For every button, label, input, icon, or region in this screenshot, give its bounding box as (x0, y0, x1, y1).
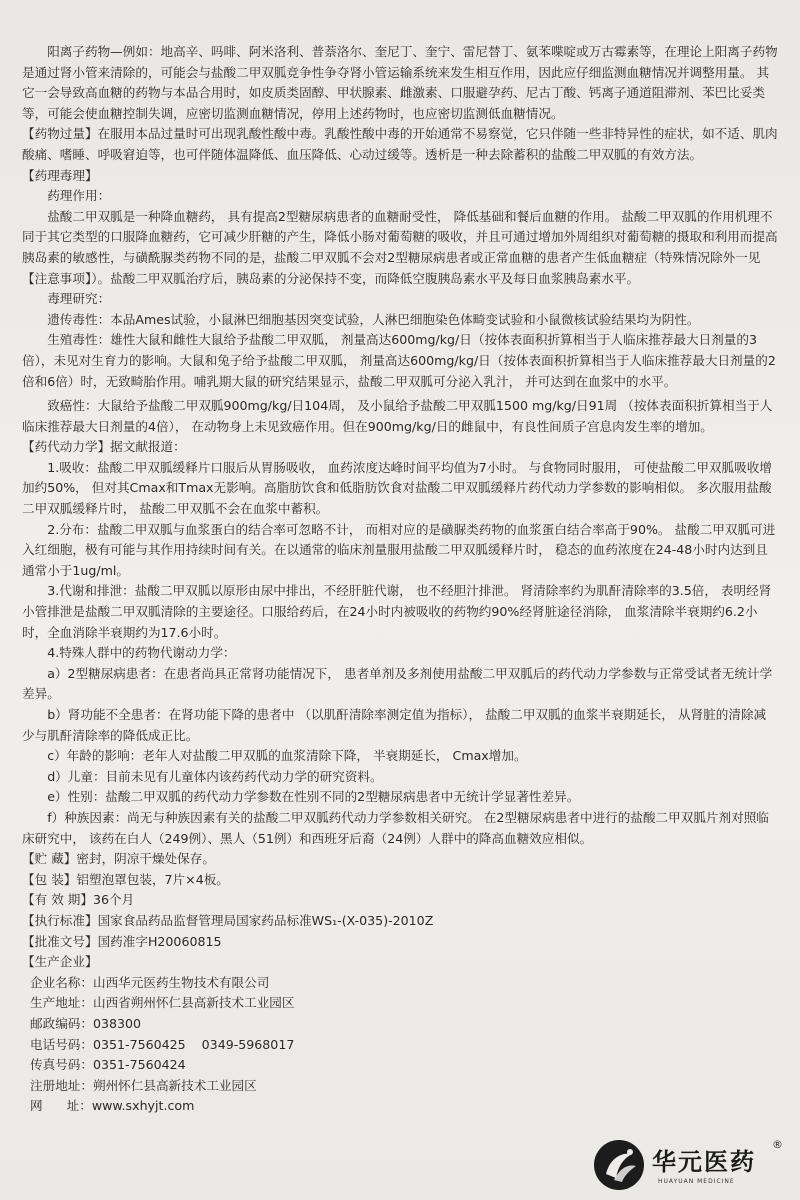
producer-row-website (30, 1096, 778, 1117)
company-logo-icon (592, 1138, 646, 1192)
pk-special-f: f）种族因素：尚无与种族因素有关的盐酸二甲双胍药代动力学参数相关研究。 在2型糖尿病患者中进行的盐酸二甲双胍片剂对照临床研究中， 该药在白人（249例）、黑人（51例）和西班牙后裔（24例）人群中的降高血糖效应相似。 (22, 809, 769, 846)
producer-phone-value: 0351-7560425 0349-5968017 (92, 1036, 295, 1052)
pk-section (22, 437, 778, 458)
pk-absorption: 1.吸收：盐酸二甲双胍缓释片口服后从胃肠吸收， 血药浓度达峰时间平均值为7小时。 与食物同时服用， 可使盐酸二甲双胍吸收增加约50%， 但对其Cmax和Tmax无影响。高脂肪饮食和低脂肪饮食对盐酸二甲双胍缓释片药代动力学参数的影响相似。 多次服用盐酸二甲双胍缓释片时， 盐酸二甲双胍不会在血浆中蓄积。 (22, 459, 772, 517)
producer-postcode-label: 邮政编码： (30, 1015, 93, 1031)
pharm-label: 【药理毒理】 (22, 167, 98, 183)
producer-row-fax (30, 1055, 778, 1076)
approval-value: 国药准字H20060815 (97, 933, 222, 949)
registered-mark: ® (772, 1138, 783, 1151)
producer-address-value: 山西省朔州怀仁县高新技术工业园区 (92, 995, 295, 1011)
interaction-paragraph: 阳离子药物—例如：地高辛、吗啡、阿米洛利、普萘洛尔、奎尼丁、奎宁、雷尼替丁、氨苯喋啶或万古霉素等，在理论上阳离子药物是通过肾小管来清除的，可能会与盐酸二甲双胍竞争性争夺肾小管运输系统来发生相互作用，因此应仔细监测血糖情况并调整用量。 其它一会导致高血糖的药物与本品合用时，如皮质类固醇、甲状腺素、雌激素、口服避孕药、尼古丁酸、钙离子通道阻滞剂、苯巴比妥类等，可能会使血糖控制失调，应密切监测血糖情况，停用上述药物时，也应密切监测低血糖情况。 (22, 44, 778, 121)
tox-reproductive: 生殖毒性：雄性大鼠和雌性大鼠给予盐酸二甲双胍， 剂量高达600mg/kg/日（按体表面积折算相当于人临床推荐最大日剂量的3倍），未见对生育力的影响。大鼠和兔子给予盐酸二甲双胍， 剂量高达600mg/kg/日（按体表面积折算相当于人临床推荐最大日剂量的2倍和6倍）时，无致畸胎作用。哺乳期大鼠的研究结果显示，盐酸二甲双胍可分泌入乳汁， 并可达到在血浆中的水平。 (22, 332, 776, 389)
leaflet-content (22, 42, 778, 1117)
producer-row-postcode (30, 1014, 778, 1035)
pk-special-title: 4.特殊人群中的药物代谢动力学： (47, 645, 236, 661)
company-logo-text: 华元医药 (652, 1147, 756, 1176)
producer-website-label: 网 址： (30, 1098, 92, 1114)
pharm-action-title: 药理作用： (47, 188, 111, 204)
producer-info (22, 973, 778, 1117)
producer-phone-label: 电话号码： (30, 1036, 93, 1052)
company-logo-english: HUAYUAN MEDICINE (658, 1178, 735, 1185)
pk-special-e: e）性别：盐酸二甲双胍的药代动力学参数在性别不同的2型糖尿病患者中无统计学显著性差异。 (47, 789, 580, 805)
tox-title: 毒理研究： (47, 291, 111, 307)
validity-value: 36个月 (92, 892, 135, 908)
storage-value: 密封，阴凉干燥处保存。 (76, 851, 215, 867)
producer-row-name (30, 973, 778, 994)
producer-reg-address-value: 朔州怀仁县高新技术工业园区 (92, 1077, 257, 1093)
storage-label: 【贮 藏】 (22, 851, 77, 867)
tox-genetic: 遗传毒性：本品Ames试验，小鼠淋巴细胞基因突变试验，人淋巴细胞染色体畸变试验和小鼠微核试验结果均为阴性。 (47, 311, 700, 327)
overdose-label: 【药物过量】 (22, 126, 98, 142)
overdose-text: 在服用本品过量时可出现乳酸性酸中毒。乳酸性酸中毒的开始通常不易察觉，它只伴随一些非特异性的症状，如不适、肌肉酸痛、嗜睡、呼吸窘迫等，也可伴随体温降低、血压降低、心动过缓等。透析是一种去除蓄积的盐酸二甲双胍的有效方法。 (22, 126, 778, 162)
producer-fax-value: 0351-7560424 (92, 1057, 186, 1073)
producer-row-phone (30, 1035, 778, 1056)
overdose-section (22, 124, 778, 165)
storage-row (22, 849, 778, 870)
producer-row-address (30, 993, 778, 1014)
producer-name-label: 企业名称： (30, 974, 93, 990)
producer-fax-label: 传真号码： (30, 1057, 93, 1073)
pk-special-a: a）2型糖尿病患者：在患者尚具正常肾功能情况下， 患者单剂及多剂使用盐酸二甲双胍后的药代动力学参数与正常受试者无统计学差异。 (22, 665, 773, 702)
tox-carcino: 致癌性：大鼠给予盐酸二甲双胍900mg/kg/日104周， 及小鼠给予盐酸二甲双胍1500 mg/kg/日91周 （按体表面积折算相当于人临床推荐最大日剂量的4倍）， 在动物身上未见致癌作用。但在900mg/kg/日的雌鼠中，有良性间质子宫息肉发生率的增加。 (22, 398, 773, 434)
validity-label: 【有 效 期】 (22, 892, 93, 908)
producer-row-reg-address (30, 1076, 778, 1097)
producer-website-value: www.sxhyjt.com (91, 1098, 195, 1114)
producer-reg-address-label: 注册地址： (30, 1077, 93, 1093)
standard-label: 【执行标准】 (22, 912, 98, 928)
company-logo (592, 1138, 782, 1194)
pk-excretion: 3.代谢和排泄：盐酸二甲双胍以原形由尿中排出，不经肝脏代谢， 也不经胆汁排泄。 肾清除率约为肌酐清除率的3.5倍， 表明经肾小管排泄是盐酸二甲双胍清除的主要途径。口服给药后，在24小时内被吸收的药物约90%经肾脏途径消除， 血浆清除半衰期约6.2小时，全血消除半衰期约为17.6小时。 (22, 583, 772, 640)
pk-special-d: d）儿童：目前未见有儿童体内该药药代动力学的研究资料。 (47, 768, 383, 784)
package-row (22, 870, 778, 891)
pk-special-c: c）年龄的影响：老年人对盐酸二甲双胍的血浆清除下降， 半衰期延长， Cmax增加。 (47, 748, 527, 764)
standard-row (22, 911, 778, 932)
producer-label: 【生产企业】 (22, 954, 98, 970)
package-label: 【包 装】 (22, 871, 77, 887)
producer-name-value: 山西华元医药生物技术有限公司 (92, 974, 270, 990)
producer-address-label: 生产地址： (30, 995, 93, 1011)
standard-value: 国家食品药品监督管理局国家药品标准WS₁-(X-035)-2010Z (97, 912, 434, 928)
approval-row (22, 932, 778, 953)
pk-label: 【药代动力学】 (22, 439, 111, 455)
pharm-action-text: 盐酸二甲双胍是一种降血糖药， 具有提高2型糖尿病患者的血糖耐受性， 降低基础和餐后血糖的作用。 盐酸二甲双胍的作用机理不同于其它类型的口服降血糖药，它可减少肝糖的产生，降低小肠对葡萄糖的吸收，并且可通过增加外周组织对葡萄糖的摄取和利用而提高胰岛素的敏感性，与磺酰脲类药物不同的是，盐酸二甲双胍不会对2型糖尿病患者或正常血糖的患者产生低血糖症（特殊情况除外一见【注意事项】）。盐酸二甲双胍治疗后，胰岛素的分泌保持不变，而降低空腹胰岛素水平及每日血浆胰岛素水平。 (22, 208, 778, 286)
approval-label: 【批准文号】 (22, 933, 98, 949)
pk-distribution: 2.分布：盐酸二甲双胍与血浆蛋白的结合率可忽略不计， 而相对应的是磺脲类药物的血浆蛋白结合率高于90%。 盐酸二甲双胍可进入红细胞，极有可能与其作用持续时间有关。在以通常的临床剂量服用盐酸二甲双胍缓释片时， 稳态的血药浓度在24-48小时内达到且通常小于1ug/ml。 (22, 521, 776, 578)
pk-special-b: b）肾功能不全患者：在肾功能下降的患者中 （以肌酐清除率测定值为指标）， 盐酸二甲双胍的血浆半衰期延长， 从肾脏的清除减少与肌酐清除率的降低成正比。 (22, 707, 767, 743)
package-value: 铝塑泡罩包装，7片×4板。 (76, 871, 229, 887)
validity-row (22, 890, 778, 911)
pk-intro: 据文献报道： (110, 439, 186, 455)
producer-postcode-value: 038300 (92, 1015, 142, 1031)
